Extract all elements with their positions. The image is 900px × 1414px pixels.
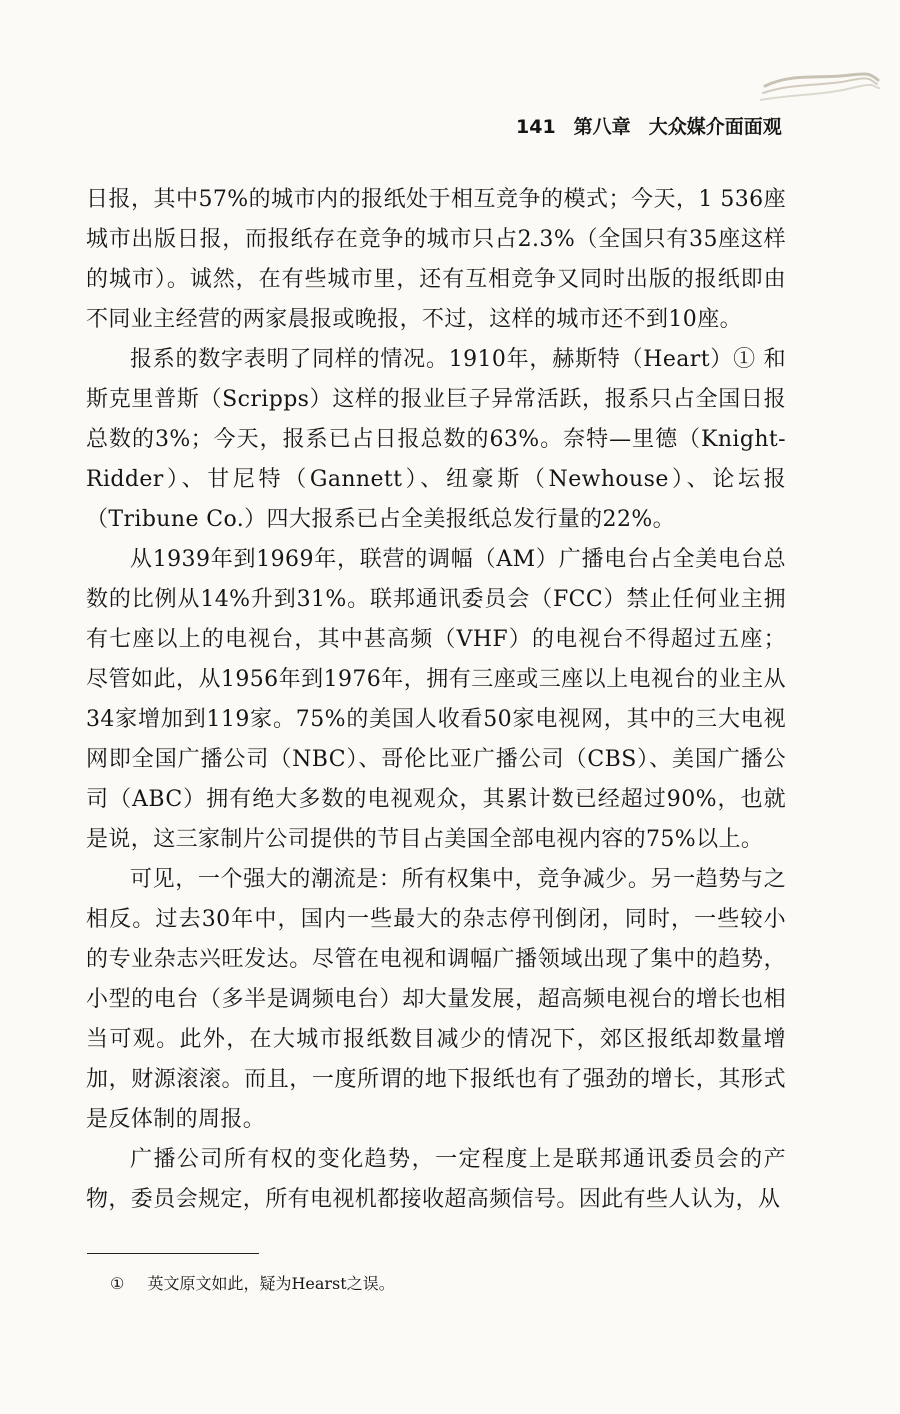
running-header: [516, 112, 816, 142]
paragraph-continuation: 日报，其中57%的城市内的报纸处于相互竞争的模式；今天，1 536座城市出版日报，而报纸存在竞争的城市只占2.3%（全国只有35座这样的城市）。诚然，在有些城市里，还有互相竞争又同时出版的报纸即由不同业主经营的两家晨报或晚报，不过，这样的城市还不到10座。: [86, 187, 786, 332]
footnote: [110, 1272, 710, 1296]
chapter-title: 大众媒介面面观: [648, 116, 782, 138]
paragraph-newspaper-chains: 报系的数字表明了同样的情况。1910年，赫斯特（Heart）① 和斯克里普斯（Scripps）这样的报业巨子异常活跃，报系只占全国日报总数的3%；今天，报系已占日报总数的63%。奈特—里德（Knight-Ridder）、甘尼特（Gannett）、纽豪斯（Newhouse）、论坛报（Tribune Co.）四大报系已占全美报纸总发行量的22%。: [86, 347, 786, 532]
footnote-text: 英文原文如此，疑为Hearst之误。: [147, 1274, 395, 1293]
paragraph-broadcast-ownership: 从1939年到1969年，联营的调幅（AM）广播电台占全美电台总数的比例从14%升到31%。联邦通讯委员会（FCC）禁止任何业主拥有七座以上的电视台，其中甚高频（VHF）的电视台不得超过五座；尽管如此，从1956年到1976年，拥有三座或三座以上电视台的业主从34家增加到119家。75%的美国人收看50家电视网，其中的三大电视网即全国广播公司（NBC）、哥伦比亚广播公司（CBS）、美国广播公司（ABC）拥有绝大多数的电视观众，其累计数已经超过90%，也就是说，这三家制片公司提供的节目占美国全部电视内容的75%以上。: [86, 547, 786, 852]
footnote-divider: [87, 1253, 259, 1254]
chapter-number: 第八章: [573, 116, 631, 138]
footnote-marker: ①: [110, 1274, 125, 1293]
page-number: 141: [516, 116, 556, 138]
main-text: [86, 180, 786, 1220]
paragraph-media-trends: 可见，一个强大的潮流是：所有权集中，竞争减少。另一趋势与之相反。过去30年中，国内一些最大的杂志停刊倒闭，同时，一些较小的专业杂志兴旺发达。尽管在电视和调幅广播领域出现了集中的趋势，小型的电台（多半是调频电台）却大量发展，超高频电视台的增长也相当可观。此外，在大城市报纸数目减少的情况下，郊区报纸却数量增加，财源滚滚。而且，一度所谓的地下报纸也有了强劲的增长，其形式是反体制的周报。: [86, 867, 786, 1132]
paragraph-fcc-effects: 广播公司所有权的变化趋势，一定程度上是联邦通讯委员会的产物，委员会规定，所有电视机都接收超高频信号。因此有些人认为，从: [86, 1147, 786, 1212]
header-swoosh-ornament: [760, 68, 880, 113]
